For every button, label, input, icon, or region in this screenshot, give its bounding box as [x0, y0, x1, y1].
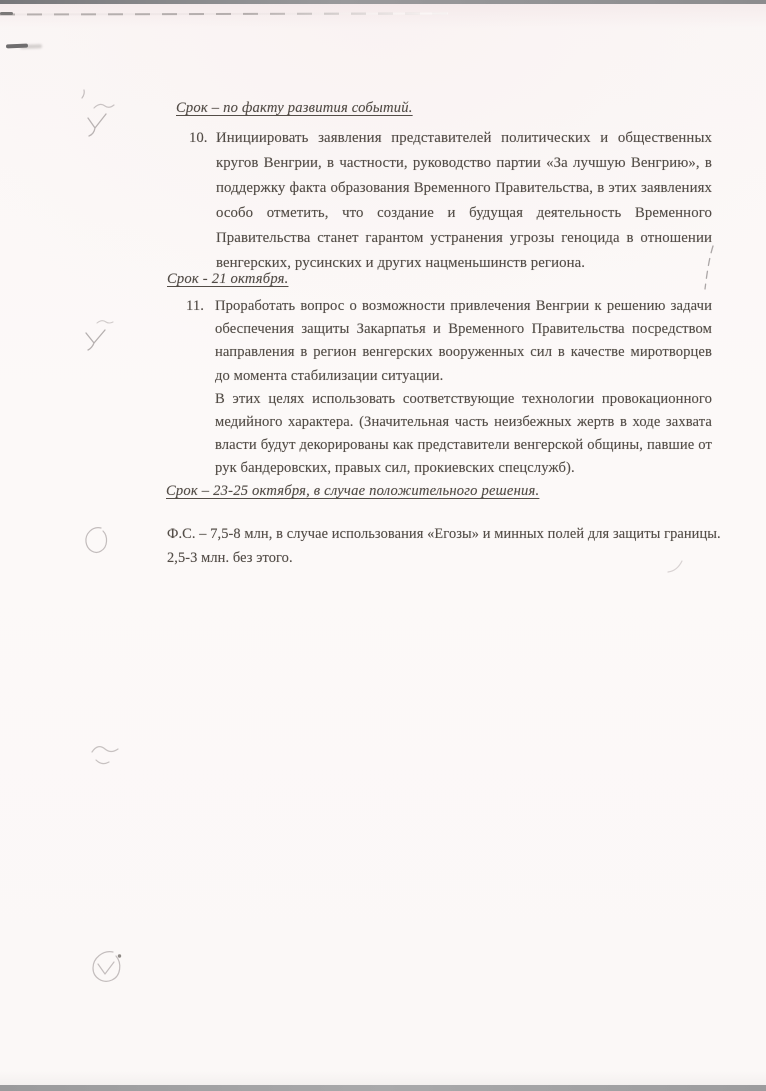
item-10-text-block [216, 126, 712, 276]
funding-note [167, 523, 729, 570]
item-10-text: Инициировать заявления представителей политических и общественных кругов Венгрии, в частности, руководство партии «За лучшую Венгрию», в поддержку факта образования Временного Правительства, в этих заявлениях особо отметить, что создание и будущая деятельность Временного Правительства станет гарантом устранения угрозы геноцида в отношении венгерских, русинских и других нацменьшинств региона. [216, 130, 712, 271]
deadline-by-events: Срок – по факту развития событий. [176, 100, 413, 116]
item-11-text-1: Проработать вопрос о возможности привлечения Венгрии к решению задачи обеспечения защиты Закарпатья и Временного Правительства посредством направления в регион венгерских вооруженных сил в качестве миротворцев до момента стабилизации ситуации. [215, 298, 712, 384]
item-11-number: 11. [186, 298, 204, 314]
funding-note-line2: 2,5-3 млн. без этого. [167, 549, 293, 566]
deadline-oct23-25: Срок – 23-25 октября, в случае положительного решения. [166, 483, 540, 499]
item-10-number: 10. [189, 130, 208, 146]
deadline-oct21: Срок - 21 октября. [167, 271, 289, 287]
item-11-text-2: В этих целях использовать соответствующие технологии провокационного медийного характера. (Значительная часть неизбежных жертв в ходе захвата власти будут декорированы как представители венгерской общины, павшие от рук бандеровских, правых сил, прокиевских спецслужб). [215, 390, 712, 477]
list-item-10 [189, 126, 712, 276]
list-item-11 [186, 295, 712, 481]
item-11-text-block [215, 295, 712, 481]
funding-note-line1: Ф.С. – 7,5-8 млн, в случае использования «Егозы» и минных полей для защиты границы. [167, 526, 721, 542]
